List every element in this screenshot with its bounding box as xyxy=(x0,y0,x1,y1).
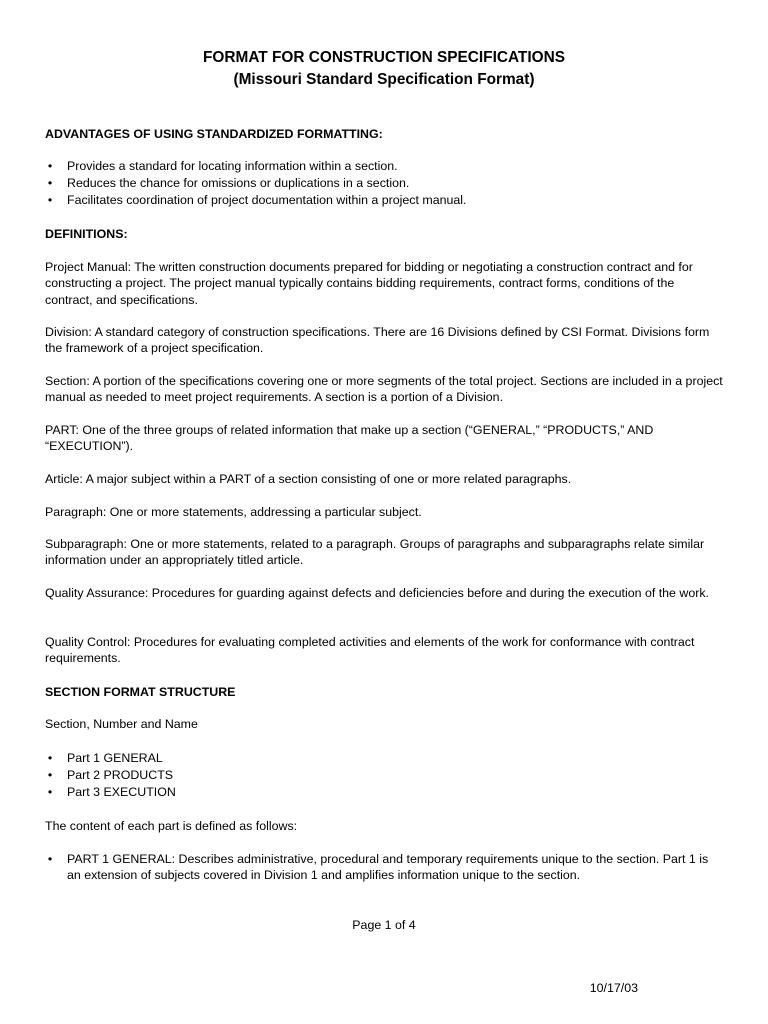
advantages-list xyxy=(45,158,725,209)
list-item: • Part 2 PRODUCTS xyxy=(45,767,725,784)
section-format-heading: SECTION FORMAT STRUCTURE xyxy=(45,685,236,699)
definition-quality-assurance: Quality Assurance: Procedures for guarding against defects and deficiencies before and during the execution of the work. xyxy=(45,586,709,600)
document-title: FORMAT FOR CONSTRUCTION SPECIFICATIONS xyxy=(203,49,565,66)
list-item: • Facilitates coordination of project documentation within a project manual. xyxy=(45,192,725,209)
list-item: • Reduces the chance for omissions or duplications in a section. xyxy=(45,175,725,192)
list-item: • PART 1 GENERAL: Describes administrative, procedural and temporary requirements unique to the section. Part 1 is an extension of subjects covered in Division 1 and amplifies information unique to the section. xyxy=(45,851,725,884)
definition-paragraph: Paragraph: One or more statements, addressing a particular subject. xyxy=(45,505,422,519)
content-intro: The content of each part is defined as follows: xyxy=(45,819,298,833)
bullet-icon: • xyxy=(47,176,53,190)
definition-project-manual: Project Manual: The written construction documents prepared for bidding or negotiating a construction contract and for constructing a project. The project manual typically contains bidding requirements, contract forms, conditions of the contract, and specifications. xyxy=(45,260,693,307)
bullet-icon: • xyxy=(47,785,53,799)
document-subtitle: (Missouri Standard Specification Format) xyxy=(233,71,535,88)
bullet-icon: • xyxy=(47,159,53,173)
section-format-intro: Section, Number and Name xyxy=(45,717,198,731)
bullet-icon: • xyxy=(47,768,53,782)
list-item: • Part 1 GENERAL xyxy=(45,750,725,767)
definition-section: Section: A portion of the specifications covering one or more segments of the total project. Sections are included in a project manual as needed to meet project requirements. A section is a portion of a Division. xyxy=(45,374,723,405)
parts-list xyxy=(45,750,725,801)
definition-subparagraph: Subparagraph: One or more statements, related to a paragraph. Groups of paragraphs and subparagraphs relate similar information under an appropriately titled article. xyxy=(45,537,705,568)
definition-article: Article: A major subject within a PART of a section consisting of one or more related paragraphs. xyxy=(45,472,572,486)
list-item: • Provides a standard for locating information within a section. xyxy=(45,158,725,175)
definition-quality-control: Quality Control: Procedures for evaluating completed activities and elements of the work for conformance with contract requirements. xyxy=(45,635,695,666)
definition-part: PART: One of the three groups of related information that make up a section (“GENERAL,” “PRODUCTS,” AND “EXECUTION”). xyxy=(45,423,654,454)
bullet-icon: • xyxy=(47,751,53,765)
bullet-icon: • xyxy=(47,852,53,866)
definition-division: Division: A standard category of construction specifications. There are 16 Divisions defined by CSI Format. Divisions form the framework of a project specification. xyxy=(45,325,710,356)
page-number: Page 1 of 4 xyxy=(352,918,416,932)
document-date: 10/17/03 xyxy=(589,981,638,995)
part-details-list xyxy=(45,851,725,884)
advantages-heading: ADVANTAGES OF USING STANDARDIZED FORMATTING: xyxy=(45,127,383,141)
definitions-heading: DEFINITIONS: xyxy=(45,227,128,241)
bullet-icon: • xyxy=(47,193,53,207)
list-item: • Part 3 EXECUTION xyxy=(45,784,725,801)
